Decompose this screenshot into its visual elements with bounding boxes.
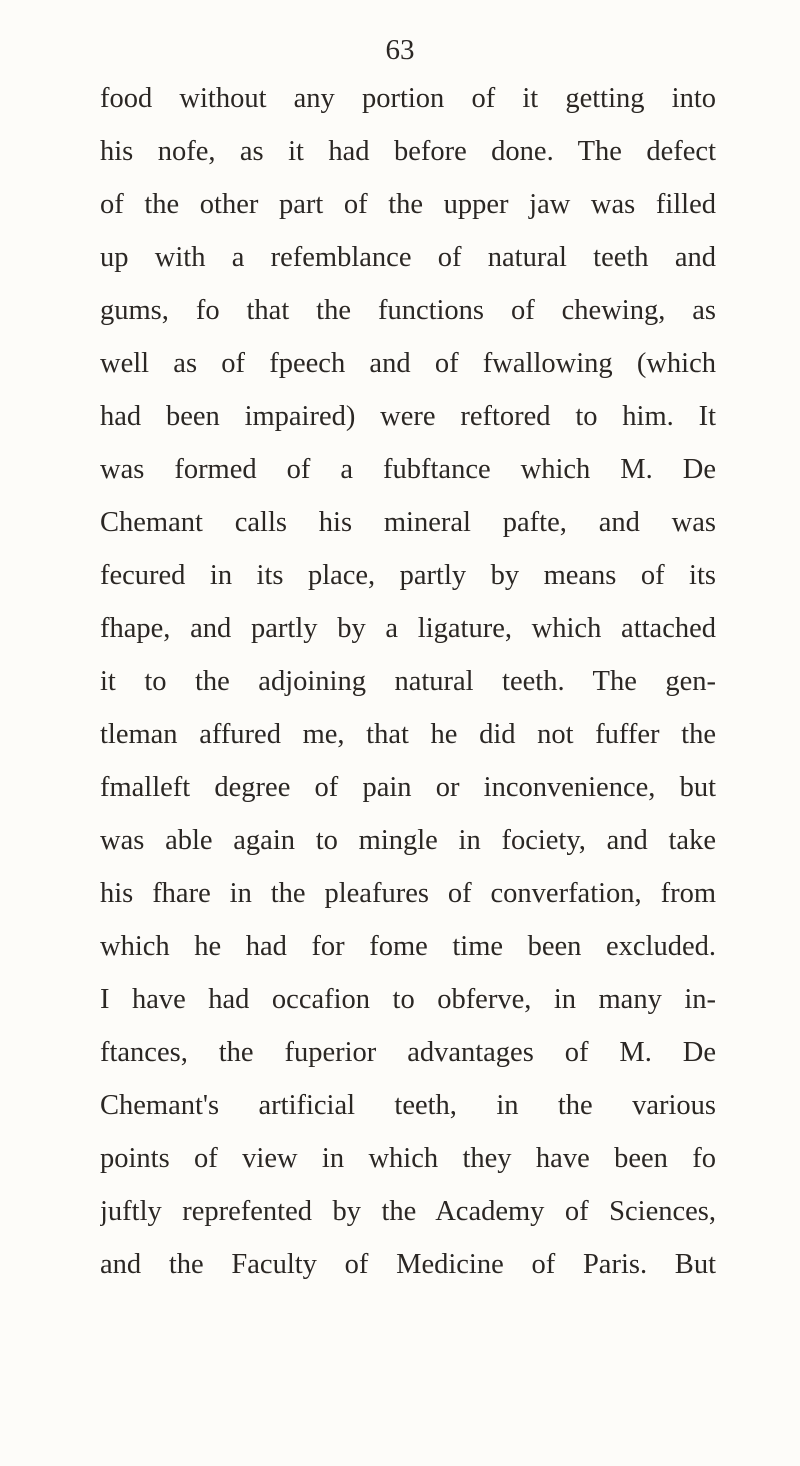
text-line: well as of fpeech and of fwallowing (which bbox=[100, 348, 716, 379]
text-line: fhape, and partly by a ligature, which attached bbox=[100, 613, 716, 644]
text-line: had been impaired) were reftored to him. It bbox=[100, 401, 716, 432]
text-line: Chemant's artificial teeth, in the various bbox=[100, 1090, 716, 1121]
text-line: was able again to mingle in fociety, and take bbox=[100, 825, 716, 856]
text-line: gums, fo that the functions of chewing, as bbox=[100, 295, 716, 326]
text-line: it to the adjoining natural teeth. The gen- bbox=[100, 666, 716, 697]
text-line: points of view in which they have been fo bbox=[100, 1143, 716, 1174]
page-number: 63 bbox=[385, 34, 415, 66]
text-line: tleman affured me, that he did not fuffer the bbox=[100, 719, 716, 750]
text-line: ftances, the fuperior advantages of M. De bbox=[100, 1037, 716, 1068]
text-line: his nofe, as it had before done. The defect bbox=[100, 136, 716, 167]
text-line: of the other part of the upper jaw was filled bbox=[100, 189, 716, 220]
text-line: I have had occafion to obferve, in many in- bbox=[100, 984, 716, 1015]
text-line: which he had for fome time been excluded. bbox=[100, 931, 716, 962]
text-line: was formed of a fubftance which M. De bbox=[100, 454, 716, 485]
text-line: and the Faculty of Medicine of Paris. But bbox=[100, 1249, 716, 1280]
text-line: Chemant calls his mineral pafte, and was bbox=[100, 507, 716, 538]
text-line: up with a refemblance of natural teeth and bbox=[100, 242, 716, 273]
text-line: food without any portion of it getting into bbox=[100, 83, 716, 114]
text-line: his fhare in the pleafures of converfation, from bbox=[100, 878, 716, 909]
text-line: juftly reprefented by the Academy of Sciences, bbox=[100, 1196, 716, 1227]
text-line: fmalleft degree of pain or inconvenience, but bbox=[100, 772, 716, 803]
body-text bbox=[100, 72, 716, 1291]
text-line: fecured in its place, partly by means of its bbox=[100, 560, 716, 591]
